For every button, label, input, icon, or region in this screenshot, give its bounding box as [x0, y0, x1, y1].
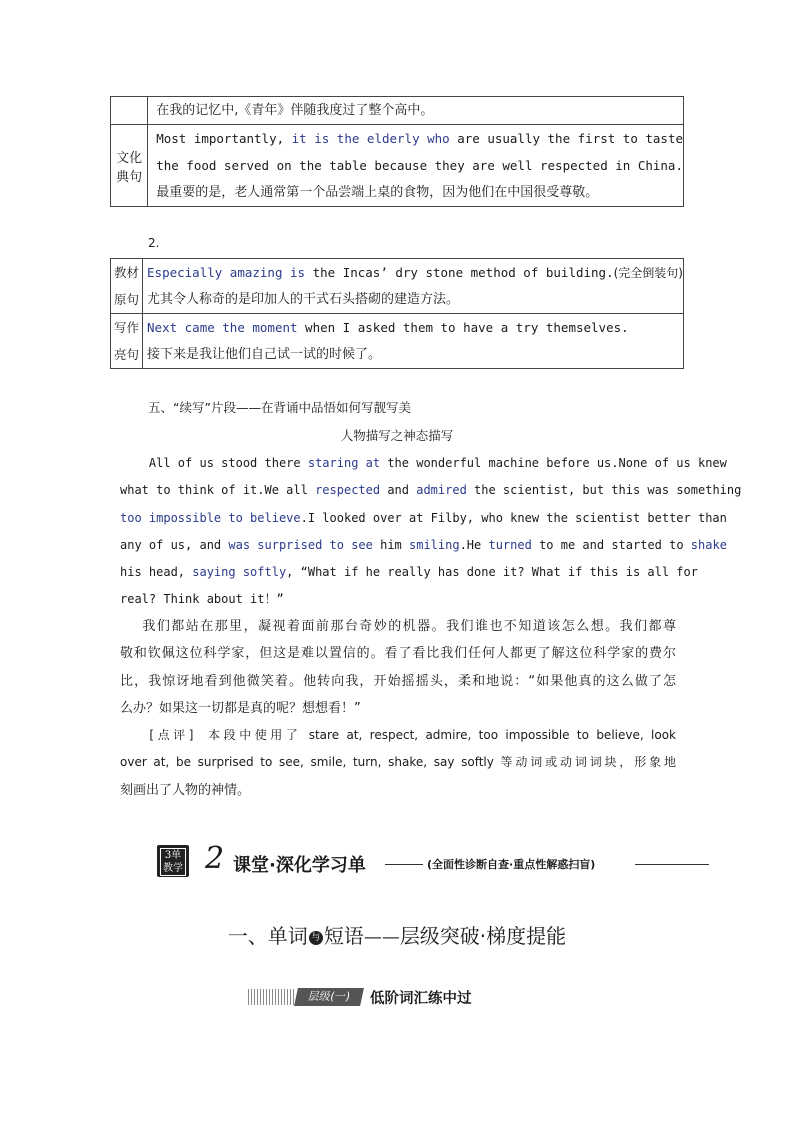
zh-line: 我们都站在那里，凝视着面前那台奇妙的机器。我们谁也不知道该怎么想。我们都尊: [120, 619, 676, 634]
comment-line: 刻画出了人物的神情。: [120, 782, 251, 798]
banner-subtitle: (全面性诊断自查·重点性解惑扫盲): [427, 858, 596, 871]
example-table-2: [110, 258, 684, 369]
text-span: him: [372, 537, 409, 552]
joiner-mark: 与: [309, 931, 323, 945]
highlight-span: was surprised to see: [228, 537, 373, 552]
empty-label-cell: [111, 97, 148, 125]
highlight-span: it is the elderly who: [291, 131, 450, 146]
badge-frame: [160, 848, 186, 876]
banner-number: 2: [205, 841, 225, 876]
words-phrases-heading: [0, 920, 794, 949]
highlight-span: smiling: [409, 537, 460, 552]
culture-label-cell: [111, 125, 148, 207]
culture-en-line-1: [156, 125, 683, 152]
textbook-sentence-cell: [143, 259, 684, 314]
text-span: and: [380, 483, 417, 498]
comment-block: [120, 722, 676, 804]
textbook-label-cell: [111, 259, 143, 314]
highlight-span: Next came the moment: [147, 320, 298, 335]
writing-zh-line: 接下来是我让他们自己试一试的时候了。: [147, 347, 382, 362]
label-line: 原句: [114, 292, 140, 307]
highlight-span: respected: [315, 483, 381, 498]
textbook-en-line: [147, 259, 683, 286]
label-line: 教材: [114, 265, 140, 280]
badge-line: 3单: [164, 850, 182, 861]
heading-dash: ——: [363, 927, 400, 948]
example-table-1: [110, 96, 684, 207]
level-stripes: [248, 989, 294, 1005]
textbook-zh-line: 尤其令人称奇的是印加人的干式石头搭砌的建造方法。: [147, 292, 460, 307]
zh-line: 比，我惊讶地看到他微笑着。他转向我，开始摇摇头，柔和地说：“如果他真的这么做了怎: [120, 673, 676, 689]
section-subtitle: 人物描写之神态描写: [340, 428, 454, 443]
writing-sentence-cell: [143, 314, 684, 369]
english-passage: [120, 450, 742, 614]
zh-line: 么办？如果这一切都是真的呢？想想看！”: [120, 700, 361, 716]
text-span: the wonderful machine before us.None of us knew: [380, 456, 727, 470]
label-line: 写作: [114, 320, 140, 335]
english-line: [120, 477, 742, 504]
highlight-span: admired: [416, 483, 467, 498]
english-line: [120, 559, 698, 586]
heading-part: 短语: [323, 924, 364, 948]
banner-rule: [385, 864, 423, 865]
banner-title: 课堂·深化学习单: [233, 855, 366, 876]
chinese-translation: [120, 613, 676, 722]
comment-line: [点评] 本段中使用了 stare at, respect, admire, too impossible to believe, look: [120, 728, 676, 742]
highlight-span: shake: [690, 537, 727, 552]
memory-sentence: 在我的记忆中,《青年》伴随我度过了整个高中。: [156, 103, 434, 118]
culture-en-line-2: the food served on the table because they are well respected in China.: [156, 158, 683, 173]
text-span: are usually the first to taste: [449, 131, 683, 146]
english-last-line: real? Think about it！”: [120, 592, 284, 607]
banner-rule: [635, 864, 709, 865]
unit-badge: [157, 845, 189, 877]
highlight-span: too impossible to believe: [120, 510, 301, 525]
text-span: All of us stood there: [120, 456, 308, 470]
highlight-span: turned: [488, 537, 532, 552]
comment-line: over at, be surprised to see, smile, turn, shake, say softly 等动词或动词词块，形象地: [120, 755, 676, 770]
text-span: to me and started to: [531, 537, 691, 552]
culture-zh-line: 最重要的是，老人通常第一个品尝端上桌的食物，因为他们在中国很受尊敬。: [156, 185, 599, 200]
highlight-span: saying softly: [192, 565, 287, 580]
highlight-span: Especially amazing is: [147, 265, 306, 280]
item-number: 2.: [148, 236, 160, 250]
text-span: the Incas’ dry stone method of building.: [305, 265, 614, 280]
section-heading: 五、“续写”片段——在背诵中品悟如何写靓写美: [148, 400, 411, 415]
text-span: , “What if he really has done it? What if this is all for: [286, 565, 698, 580]
text-span: any of us, and: [120, 537, 229, 552]
heading-part: 层级突破·梯度提能: [399, 924, 567, 948]
text-span: his head,: [120, 565, 193, 580]
text-span: .He: [459, 537, 489, 552]
writing-en-line: [147, 314, 683, 341]
level-label: [248, 986, 508, 1008]
highlight-span: staring at: [307, 456, 381, 470]
text-span: .I looked over at Filby, who knew the scientist better than: [300, 510, 727, 525]
english-line: [120, 450, 727, 477]
heading-part: 一、单词: [227, 924, 308, 948]
culture-label: 文化典句: [116, 150, 143, 185]
label-line: 亮句: [114, 347, 140, 362]
memory-sentence-cell: [148, 97, 684, 125]
badge-line: 教学: [163, 863, 183, 874]
inversion-note: (完全倒装句): [613, 266, 683, 280]
text-span: the scientist, but this was something: [466, 483, 742, 498]
english-line: [120, 532, 727, 559]
text-span: Most importantly,: [156, 131, 292, 146]
level-tag: 层级(一): [294, 988, 364, 1006]
text-span: when I asked them to have a try themselves.: [297, 320, 629, 335]
english-lines: [120, 450, 742, 586]
text-span: what to think of it.We all: [120, 483, 316, 498]
level-text: 低阶词汇练中过: [370, 991, 472, 1007]
english-line: [120, 505, 727, 532]
writing-label-cell: [111, 314, 143, 369]
lesson-banner: [157, 841, 709, 881]
culture-sentence-cell: [148, 125, 684, 207]
zh-line: 敬和钦佩这位科学家，但这是难以置信的。看了看比我们任何人都更了解这位科学家的费尔: [120, 646, 676, 662]
